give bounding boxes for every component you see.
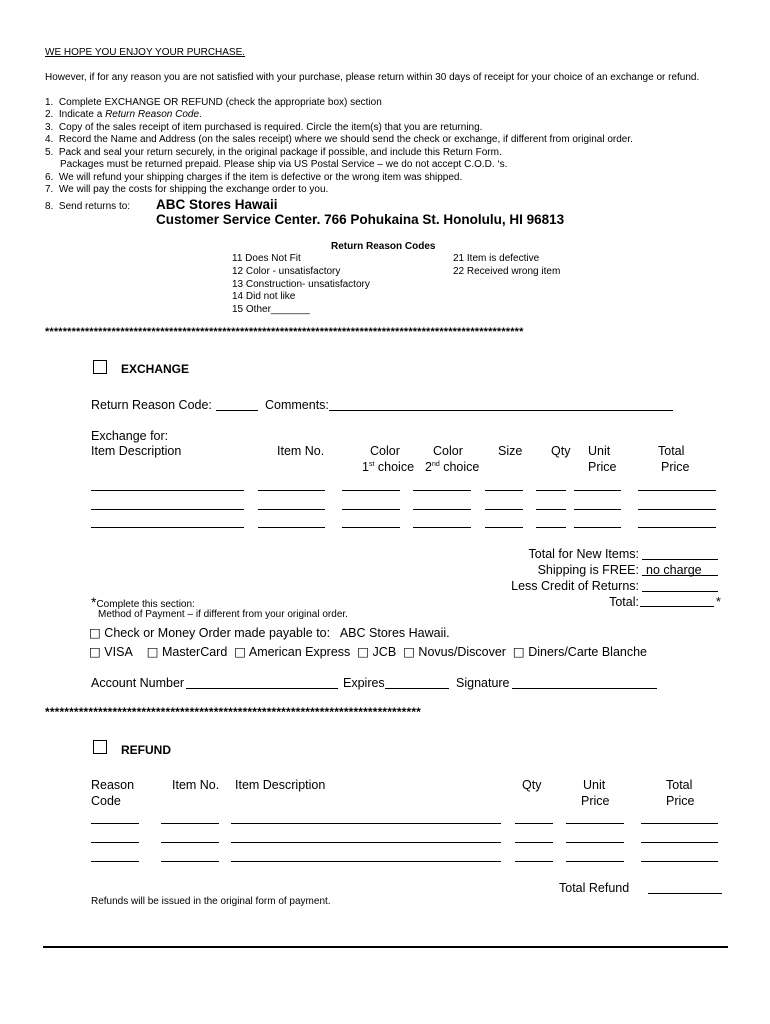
step-3: 3. Copy of the sales receipt of item purchased is required. Circle the item(s) that you are returning.	[45, 122, 483, 133]
total-new-items-label: Total for New Items:	[528, 547, 639, 561]
col-total-top: Total	[658, 444, 685, 458]
refund-col-total-bottom: Price	[666, 794, 695, 808]
checkbox-icon: □	[89, 644, 101, 659]
step-8: 8. Send returns to:	[45, 201, 131, 212]
return-reason-field[interactable]	[216, 410, 258, 411]
step-2: 2. Indicate a Return Reason Code.	[45, 109, 202, 120]
address-line: Customer Service Center. 766 Pohukaina St. Honolulu, HI 96813	[156, 212, 565, 227]
step-5: 5. Pack and seal your return securely, in the original package if possible, and include this Return Form.	[45, 147, 502, 158]
less-credit-field[interactable]	[642, 591, 718, 592]
signature-field[interactable]	[512, 688, 657, 689]
total-new-items-field[interactable]	[642, 559, 718, 560]
shipping-label: Shipping is FREE:	[537, 563, 639, 577]
col-item-description: Item Description	[91, 444, 182, 458]
refund-col-unit-top: Unit	[583, 778, 606, 792]
col-size: Size	[498, 444, 523, 458]
checkbox-icon: □	[357, 644, 370, 659]
less-credit-label: Less Credit of Returns:	[511, 579, 639, 593]
card-option-discover[interactable]: □ Novus/Discover	[403, 644, 506, 659]
footer-rule	[43, 946, 728, 948]
reason-code-14: 14 Did not like	[232, 291, 296, 302]
refund-col-unit-bottom: Price	[581, 794, 610, 808]
step-1: 1. Complete EXCHANGE OR REFUND (check the appropriate box) section	[45, 97, 382, 108]
col-unit-top: Unit	[588, 444, 611, 458]
comments-field[interactable]	[329, 410, 673, 411]
step-6: 6. We will refund your shipping charges if the item is defective or the wrong item was shipped.	[45, 172, 463, 183]
checkbox-icon: □	[512, 644, 525, 659]
exchange-title: EXCHANGE	[121, 362, 190, 376]
comments-label: Comments:	[265, 398, 329, 412]
card-option-amex[interactable]: □ American Express	[234, 644, 351, 659]
reason-code-21: 21 Item is defective	[453, 253, 540, 264]
total-label: Total:	[609, 595, 639, 609]
account-number-field[interactable]	[186, 688, 338, 689]
return-reason-label: Return Reason Code:	[91, 398, 212, 412]
checkbox-icon: □	[146, 644, 159, 659]
col-item-no: Item No.	[277, 444, 325, 458]
refund-col-qty: Qty	[522, 778, 542, 792]
complete-section-note: *Complete this section:	[91, 594, 195, 610]
step-5-note: Packages must be returned prepaid. Please ship via US Postal Service – we do not accept C.O.D. ‘s.	[60, 159, 508, 170]
total-refund-label: Total Refund	[559, 881, 630, 895]
total-field[interactable]	[640, 606, 714, 607]
refund-note: Refunds will be issued in the original form of payment.	[91, 896, 331, 907]
check-money-order-option[interactable]: □ Check or Money Order made payable to: ABC Stores Hawaii.	[89, 625, 450, 640]
exchange-for-label: Exchange for:	[91, 429, 169, 443]
refund-col-description: Item Description	[235, 778, 326, 792]
reason-code-11: 11 Does Not Fit	[232, 253, 301, 264]
checkbox-icon: □	[234, 644, 247, 659]
expires-label: Expires	[343, 676, 385, 690]
reason-code-12: 12 Color - unsatisfactory	[232, 266, 341, 277]
checkbox-icon: □	[89, 625, 101, 640]
address-name: ABC Stores Hawaii	[156, 197, 278, 212]
step-4: 4. Record the Name and Address (on the sales receipt) where we should send the check or exchange, if different from original order.	[45, 134, 633, 145]
refund-col-reason-bottom: Code	[91, 794, 121, 808]
col-qty: Qty	[551, 444, 571, 458]
col-total-bottom: Price	[661, 460, 690, 474]
header-title: WE HOPE YOU ENJOY YOUR PURCHASE.	[45, 47, 246, 58]
reason-codes-title: Return Reason Codes	[331, 241, 436, 252]
card-option-visa[interactable]: □ VISA	[89, 644, 133, 659]
refund-checkbox[interactable]	[93, 740, 107, 754]
method-of-payment: Method of Payment – if different from your original order.	[98, 609, 348, 620]
col-color-1-top: Color	[370, 444, 400, 458]
account-number-label: Account Number	[91, 676, 185, 690]
col-color-2-top: Color	[433, 444, 463, 458]
total-asterisk: *	[716, 595, 721, 609]
reason-code-15: 15 Other_______	[232, 304, 310, 315]
refund-col-total-top: Total	[666, 778, 693, 792]
col-color-2-bottom: 2nd choice	[425, 460, 480, 474]
col-unit-bottom: Price	[588, 460, 617, 474]
refund-col-reason-top: Reason	[91, 778, 135, 792]
signature-label: Signature	[456, 676, 510, 690]
shipping-field	[642, 575, 718, 576]
expires-field[interactable]	[385, 688, 449, 689]
card-option-mastercard[interactable]: □ MasterCard	[146, 644, 228, 659]
separator-1: ************************************************************************************************************	[45, 326, 524, 338]
card-option-jcb[interactable]: □ JCB	[357, 644, 397, 659]
header-intro: However, if for any reason you are not satisfied with your purchase, please return within 30 days of receipt for your choice of an exchange or refund.	[45, 72, 700, 83]
refund-title: REFUND	[121, 743, 171, 757]
reason-code-22: 22 Received wrong item	[453, 266, 561, 277]
separator-2: ******************************************************************************	[45, 705, 421, 719]
total-refund-field[interactable]	[648, 893, 722, 894]
checkbox-icon: □	[403, 644, 415, 659]
step-7: 7. We will pay the costs for shipping the exchange order to you.	[45, 184, 329, 195]
reason-code-13: 13 Construction- unsatisfactory	[232, 279, 370, 290]
exchange-checkbox[interactable]	[93, 360, 107, 374]
card-options	[89, 644, 647, 659]
refund-col-item-no: Item No.	[172, 778, 220, 792]
shipping-value: no charge	[646, 563, 702, 577]
card-option-diners[interactable]: □ Diners/Carte Blanche	[512, 644, 648, 659]
col-color-1-bottom: 1st choice	[362, 460, 415, 474]
